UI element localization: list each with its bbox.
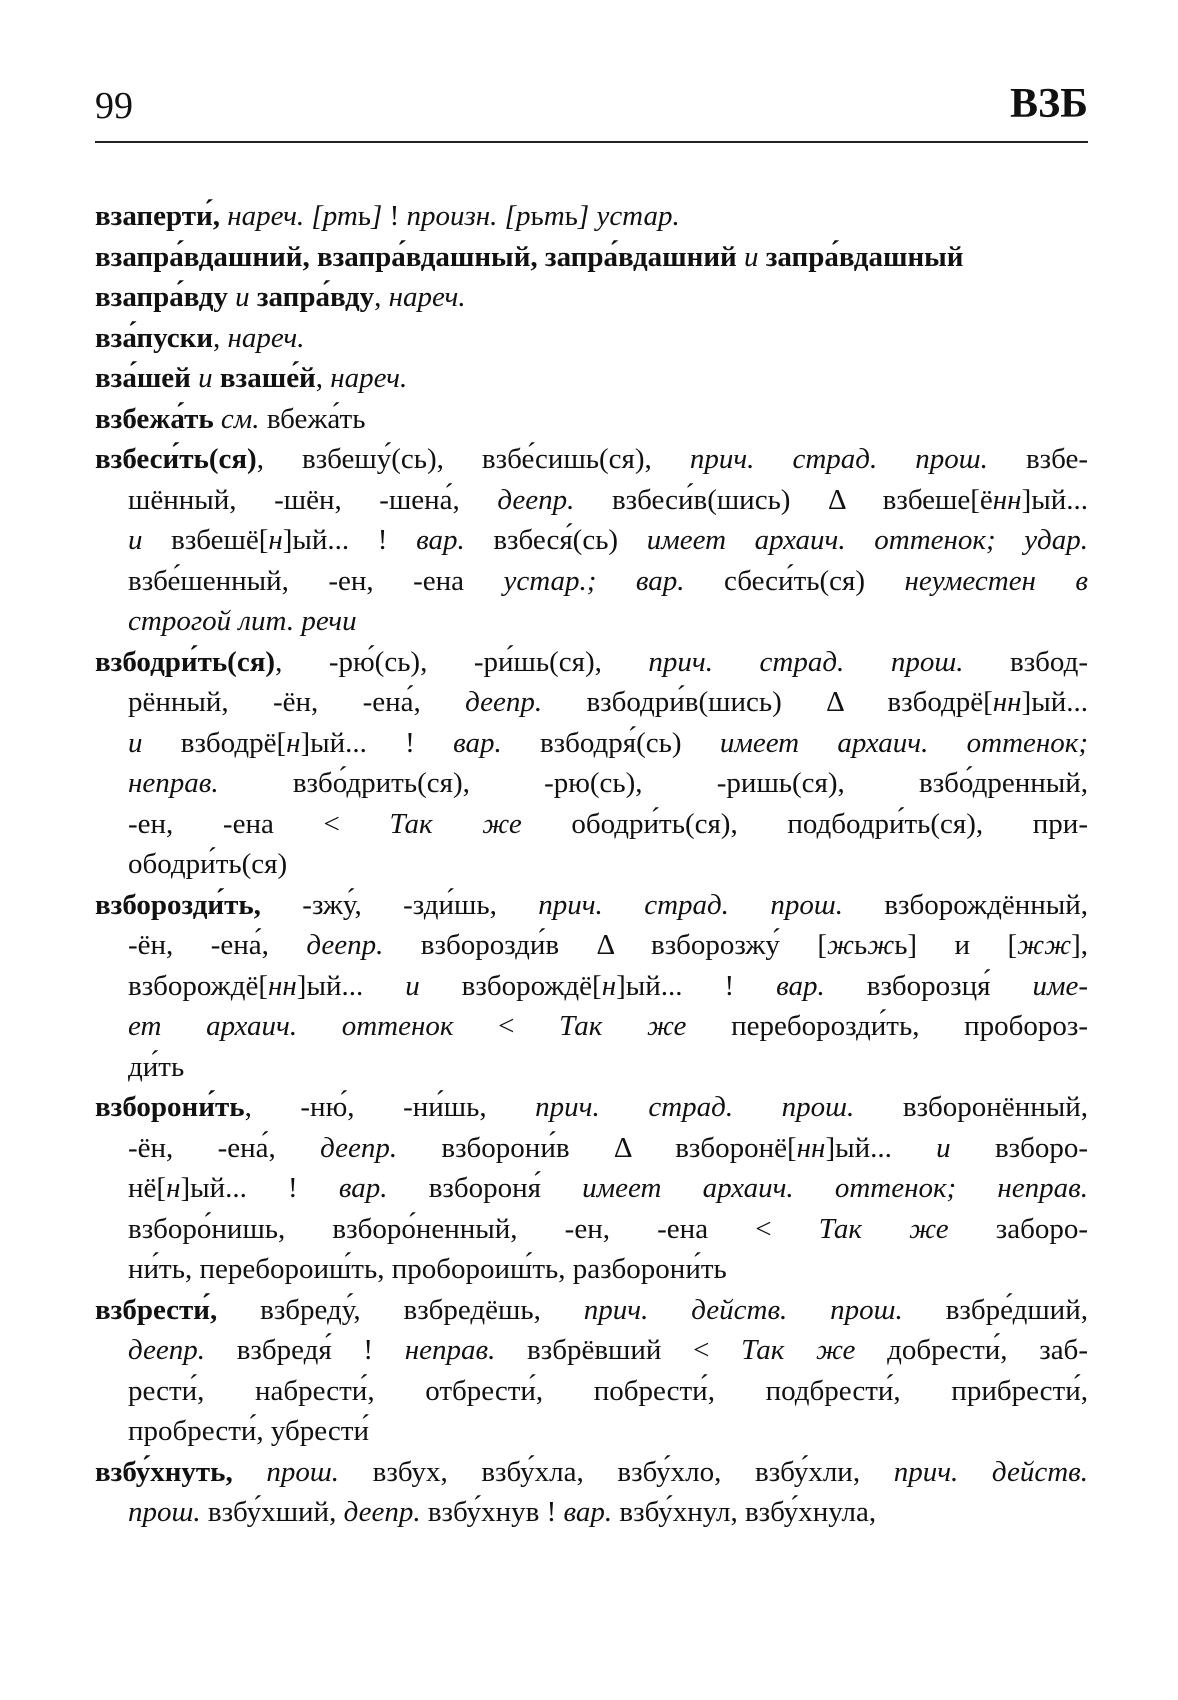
- entry-line-text: [128, 1492, 876, 1533]
- headword: взапра́вду: [95, 281, 236, 313]
- dictionary-entry: [95, 318, 1088, 359]
- entry-text: !: [389, 200, 407, 232]
- entry-text: -ен, -ена <: [128, 807, 390, 840]
- entry-line-text: [95, 642, 1088, 683]
- grammar-label: неуместен в: [904, 564, 1088, 597]
- entry-line: [95, 439, 1088, 480]
- entry-text: ,: [213, 321, 228, 354]
- entry-text: ободри́ть(ся): [128, 848, 288, 880]
- grammar-label: н: [601, 969, 617, 1002]
- entry-line: [95, 1371, 1088, 1412]
- entry-line-text: [128, 1371, 1088, 1412]
- entry-line: [95, 399, 1088, 440]
- entry-line: [95, 682, 1088, 723]
- entry-text: взбу́хший,: [200, 1496, 344, 1528]
- headword: взаше́й: [212, 362, 316, 394]
- entry-text: ],: [1071, 929, 1089, 961]
- entry-line-text: [128, 520, 1088, 561]
- entry-text: ь: [530, 200, 544, 232]
- headword: взбодри́ть(ся): [95, 645, 276, 678]
- entry-text: ь] и [: [894, 929, 1018, 961]
- grammar-label: нареч.: [330, 362, 408, 394]
- grammar-label: устар.; вар.: [503, 564, 685, 597]
- grammar-label: нн: [796, 1131, 826, 1164]
- grammar-label: ж: [867, 929, 895, 961]
- grammar-label: вар.: [776, 969, 825, 1002]
- grammar-label: деепр.: [128, 1334, 206, 1366]
- entry-line: [95, 1452, 1088, 1493]
- entry-text: взбо́дрить(ся), -рю(сь), -ришь(ся), взбо́дренный,: [218, 767, 1088, 799]
- headword: запра́вду: [249, 281, 375, 313]
- entry-line: [95, 925, 1088, 966]
- entry-text: взбу́хнул, взбу́хнула,: [612, 1496, 877, 1528]
- entry-line-text: [95, 1452, 1088, 1493]
- grammar-label: н: [286, 726, 301, 759]
- entry-line-text: [128, 601, 357, 642]
- grammar-label: и: [128, 524, 143, 556]
- entry-line: [95, 1492, 1088, 1533]
- entry-line-text: [95, 358, 407, 399]
- dictionary-body: [95, 196, 1088, 1533]
- entry-text: взбодри́в(шись) Δ взбодрё[: [542, 686, 993, 718]
- entry-line-text: [95, 439, 1088, 480]
- entry-line: [95, 358, 1088, 399]
- entry-text: взборождё[: [128, 969, 269, 1002]
- grammar-label: деепр.: [465, 686, 543, 718]
- grammar-label: и: [744, 240, 759, 273]
- entry-line: [95, 1006, 1088, 1047]
- entry-line: [95, 1411, 1088, 1452]
- grammar-label: нн: [992, 483, 1022, 516]
- grammar-label: см.: [220, 402, 260, 435]
- entry-line-text: [128, 480, 1088, 521]
- entry-text: взбодря́(сь): [501, 726, 720, 759]
- grammar-label: имеет архаич. оттенок;: [719, 726, 1088, 759]
- dictionary-entry: [95, 277, 1088, 318]
- entry-line-text: [95, 277, 466, 318]
- entry-text: нё[: [128, 1172, 167, 1204]
- entry-text: взбе́шенный, -ен, -ена: [128, 564, 504, 597]
- headword: взаперти́,: [95, 200, 220, 232]
- entry-text: взборо́нишь, взборо́ненный, -ен, -ена <: [128, 1212, 819, 1245]
- entry-text: взбеся́(сь): [464, 524, 647, 556]
- entry-line: [95, 723, 1088, 764]
- grammar-label: ет архаич. оттенок: [128, 1010, 454, 1042]
- entry-text: взбу́хнув !: [420, 1496, 564, 1528]
- entry-text: взбе-: [987, 443, 1088, 475]
- entry-text: ]ый... !: [180, 1172, 339, 1204]
- dictionary-entry: [95, 439, 1088, 642]
- entry-line-text: [128, 1168, 1088, 1209]
- dictionary-entry: [95, 399, 1088, 440]
- dictionary-entry: [95, 1087, 1088, 1290]
- entry-line: [95, 1249, 1088, 1290]
- entry-text: -ён, -ена́,: [128, 1131, 321, 1164]
- entry-text: , -рю́(сь), -ри́шь(ся),: [275, 645, 649, 678]
- grammar-label: имеет архаич. оттенок; удар.: [646, 524, 1088, 556]
- grammar-label: вар.: [563, 1496, 613, 1528]
- entry-text: шённый, -шён, -шена́,: [128, 483, 498, 516]
- grammar-label: нареч. [рт: [219, 200, 358, 232]
- entry-text: ни́ть, перебороиш́ть, пробороиш́ть, разборони́ть: [128, 1253, 727, 1285]
- entry-text: ]ый...: [296, 969, 406, 1002]
- grammar-label: деепр.: [497, 483, 575, 516]
- entry-text: взбеси́в(шись) Δ взбеше[ё: [574, 483, 993, 516]
- entry-text: , -ню́, -ни́шь,: [244, 1091, 536, 1123]
- entry-line-text: [128, 1249, 727, 1290]
- entry-text: заборо-: [948, 1212, 1088, 1245]
- entry-text: взборо-: [950, 1131, 1089, 1164]
- entry-line-text: [128, 1006, 1088, 1047]
- entry-text: добрести́, заб-: [855, 1334, 1088, 1366]
- grammar-label: нареч.: [227, 321, 305, 354]
- grammar-label: и: [405, 969, 420, 1002]
- entry-line-text: [128, 682, 1088, 723]
- entry-text: взборони́в Δ взборонё[: [397, 1131, 797, 1164]
- entry-text: -ён, -ена́,: [128, 929, 307, 961]
- entry-text: ,: [374, 281, 389, 313]
- grammar-label: ]: [371, 200, 390, 232]
- entry-text: ]ый...: [1021, 483, 1088, 516]
- entry-text: ]ый... !: [300, 726, 454, 759]
- grammar-label: т: [543, 200, 565, 232]
- entry-text: взборозця́: [824, 969, 1033, 1002]
- entry-line: [95, 1290, 1088, 1331]
- grammar-label: произн. [р: [406, 200, 531, 232]
- entry-line-text: [128, 844, 287, 885]
- grammar-label: ] устар.: [577, 200, 680, 232]
- grammar-label: деепр.: [306, 929, 384, 961]
- grammar-label: прич. действ. прош.: [583, 1293, 903, 1326]
- grammar-label: нареч.: [388, 281, 466, 313]
- headword: взбрести́,: [95, 1293, 218, 1326]
- entry-text: ,: [315, 362, 331, 394]
- grammar-label: прич. действ.: [893, 1455, 1088, 1488]
- entry-text: взбреду́, взбредёшь,: [217, 1293, 584, 1326]
- entry-text: ь: [357, 200, 372, 232]
- entry-line: [95, 966, 1088, 1007]
- grammar-label: и: [128, 726, 143, 759]
- entry-text: сбеси́ть(ся): [684, 564, 905, 597]
- entry-line: [95, 844, 1088, 885]
- grammar-label: прич. страд. прош.: [535, 1091, 855, 1123]
- dictionary-entry: [95, 885, 1088, 1088]
- entry-line: [95, 237, 1088, 278]
- entry-line: [95, 1168, 1088, 1209]
- grammar-label: име-: [1032, 969, 1088, 1002]
- entry-text: взборождё[: [419, 969, 602, 1002]
- entry-text: ь: [564, 200, 578, 232]
- entry-text: взбух, взбу́хла, взбу́хло, взбу́хли,: [339, 1455, 894, 1488]
- entry-line-text: [128, 763, 1088, 804]
- entry-text: взбрёвший <: [495, 1334, 742, 1366]
- entry-line: [95, 1209, 1088, 1250]
- entry-text: ]ый...: [825, 1131, 937, 1164]
- entry-line: [95, 1128, 1088, 1169]
- headword: взборони́ть: [95, 1091, 245, 1123]
- entry-text: взборозди́в Δ взборозжу́ [: [383, 929, 827, 961]
- entry-line-text: [128, 1209, 1088, 1250]
- headword: взбежа́ть: [95, 402, 221, 435]
- headword: вза́шей: [95, 362, 199, 394]
- dictionary-entry: [95, 642, 1088, 885]
- grammar-label: жж: [1017, 929, 1072, 961]
- headword: взбеси́ть(ся): [95, 443, 257, 475]
- grammar-label: прош.: [232, 1455, 340, 1488]
- entry-text: взбороня́: [387, 1172, 583, 1204]
- entry-text: ]ый... !: [282, 524, 417, 556]
- dictionary-entry: [95, 196, 1088, 237]
- grammar-label: ж: [827, 929, 854, 961]
- entry-line-text: [95, 399, 365, 440]
- headword: взборозди́ть,: [95, 888, 261, 921]
- entry-text: взбодрё[: [142, 726, 287, 759]
- grammar-label: н: [268, 524, 283, 556]
- entry-line-text: [95, 196, 680, 237]
- entry-text: пробрести́, убрести́: [128, 1415, 369, 1447]
- entry-line-text: [128, 804, 1088, 845]
- grammar-label: прич. страд. прош.: [689, 443, 988, 475]
- entry-line: [95, 642, 1088, 683]
- entry-text: , взбешу́(сь), взбе́сишь(ся),: [256, 443, 690, 475]
- entry-text: переборозди́ть, пробороз-: [686, 1010, 1088, 1042]
- entry-text: вбежа́ть: [259, 402, 366, 435]
- grammar-label: и: [198, 362, 213, 394]
- entry-text: взбредя́ !: [205, 1334, 405, 1366]
- grammar-label: деепр.: [320, 1131, 398, 1164]
- grammar-label: строгой лит. речи: [128, 605, 357, 637]
- dictionary-entry: [95, 1290, 1088, 1452]
- entry-line-text: [95, 318, 305, 359]
- grammar-label: неправ.: [404, 1334, 496, 1366]
- page-number: 99: [95, 85, 133, 127]
- entry-line: [95, 601, 1088, 642]
- grammar-label: прич. страд. прош.: [538, 888, 843, 921]
- headword: взапра́вдашний, взапра́вдашный, запра́вдашний: [95, 240, 744, 273]
- headword: вза́пуски: [95, 321, 214, 354]
- entry-line: [95, 561, 1088, 602]
- entry-text: ]ый... !: [616, 969, 777, 1002]
- entry-line-text: [128, 1411, 369, 1452]
- entry-line: [95, 196, 1088, 237]
- header-rule: [95, 141, 1088, 143]
- entry-line: [95, 480, 1088, 521]
- entry-line: [95, 763, 1088, 804]
- entry-line-text: [95, 1290, 1088, 1331]
- grammar-label: вар.: [416, 524, 465, 556]
- entry-line-text: [128, 1128, 1088, 1169]
- entry-text: взборонённый,: [854, 1091, 1088, 1123]
- dictionary-entry: [95, 1452, 1088, 1533]
- grammar-label: вар.: [338, 1172, 388, 1204]
- entry-line: [95, 1047, 1088, 1088]
- entry-text: ди́ть: [128, 1050, 185, 1083]
- entry-text: ]ый...: [1021, 686, 1088, 718]
- running-head: ВЗБ: [1010, 81, 1088, 127]
- grammar-label: Так же: [741, 1334, 856, 1366]
- grammar-label: Так же: [559, 1010, 687, 1042]
- grammar-label: неправ.: [128, 767, 219, 799]
- entry-line-text: [128, 1330, 1088, 1371]
- headword: взбу́хнуть,: [95, 1455, 233, 1488]
- entry-line: [95, 804, 1088, 845]
- entry-text: ободри́ть(ся), подбодри́ть(ся), при-: [521, 807, 1088, 840]
- entry-text: взбод-: [963, 645, 1088, 678]
- grammar-label: Так же: [389, 807, 522, 840]
- grammar-label: и: [235, 281, 250, 313]
- dictionary-entry: [95, 358, 1088, 399]
- grammar-label: нн: [992, 686, 1022, 718]
- entry-line: [95, 277, 1088, 318]
- grammar-label: прош.: [128, 1496, 201, 1528]
- grammar-label: прич. страд. прош.: [648, 645, 964, 678]
- entry-text: рённый, -ён, -ена́,: [128, 686, 466, 718]
- grammar-label: и: [936, 1131, 951, 1164]
- entry-line: [95, 885, 1088, 926]
- entry-text: рести́, набрести́, отбрести́, побрести́, подбрести́, прибрести́,: [128, 1374, 1088, 1407]
- grammar-label: н: [166, 1172, 181, 1204]
- entry-text: взбре́дший,: [902, 1293, 1088, 1326]
- entry-line-text: [95, 885, 1088, 926]
- entry-line-text: [128, 561, 1088, 602]
- grammar-label: Так же: [818, 1212, 949, 1245]
- entry-line-text: [128, 966, 1088, 1007]
- grammar-label: деепр.: [343, 1496, 421, 1528]
- entry-line-text: [95, 1087, 1088, 1128]
- grammar-label: нн: [268, 969, 297, 1002]
- entry-text: <: [453, 1010, 560, 1042]
- grammar-label: вар.: [453, 726, 502, 759]
- entry-line-text: [95, 237, 964, 278]
- headword: запра́вдашный: [758, 240, 964, 273]
- entry-line-text: [128, 1047, 184, 1088]
- entry-line: [95, 520, 1088, 561]
- grammar-label: имеет архаич. оттенок; неправ.: [582, 1172, 1088, 1204]
- entry-line-text: [128, 723, 1088, 764]
- entry-line: [95, 1330, 1088, 1371]
- entry-line: [95, 318, 1088, 359]
- entry-line-text: [128, 925, 1088, 966]
- entry-text: взборождённый,: [842, 888, 1088, 921]
- entry-text: -зжу́, -зди́шь,: [260, 888, 539, 921]
- entry-line: [95, 1087, 1088, 1128]
- entry-text: взбешё[: [142, 524, 269, 556]
- dictionary-entry: [95, 237, 1088, 278]
- entry-text: ь: [853, 929, 868, 961]
